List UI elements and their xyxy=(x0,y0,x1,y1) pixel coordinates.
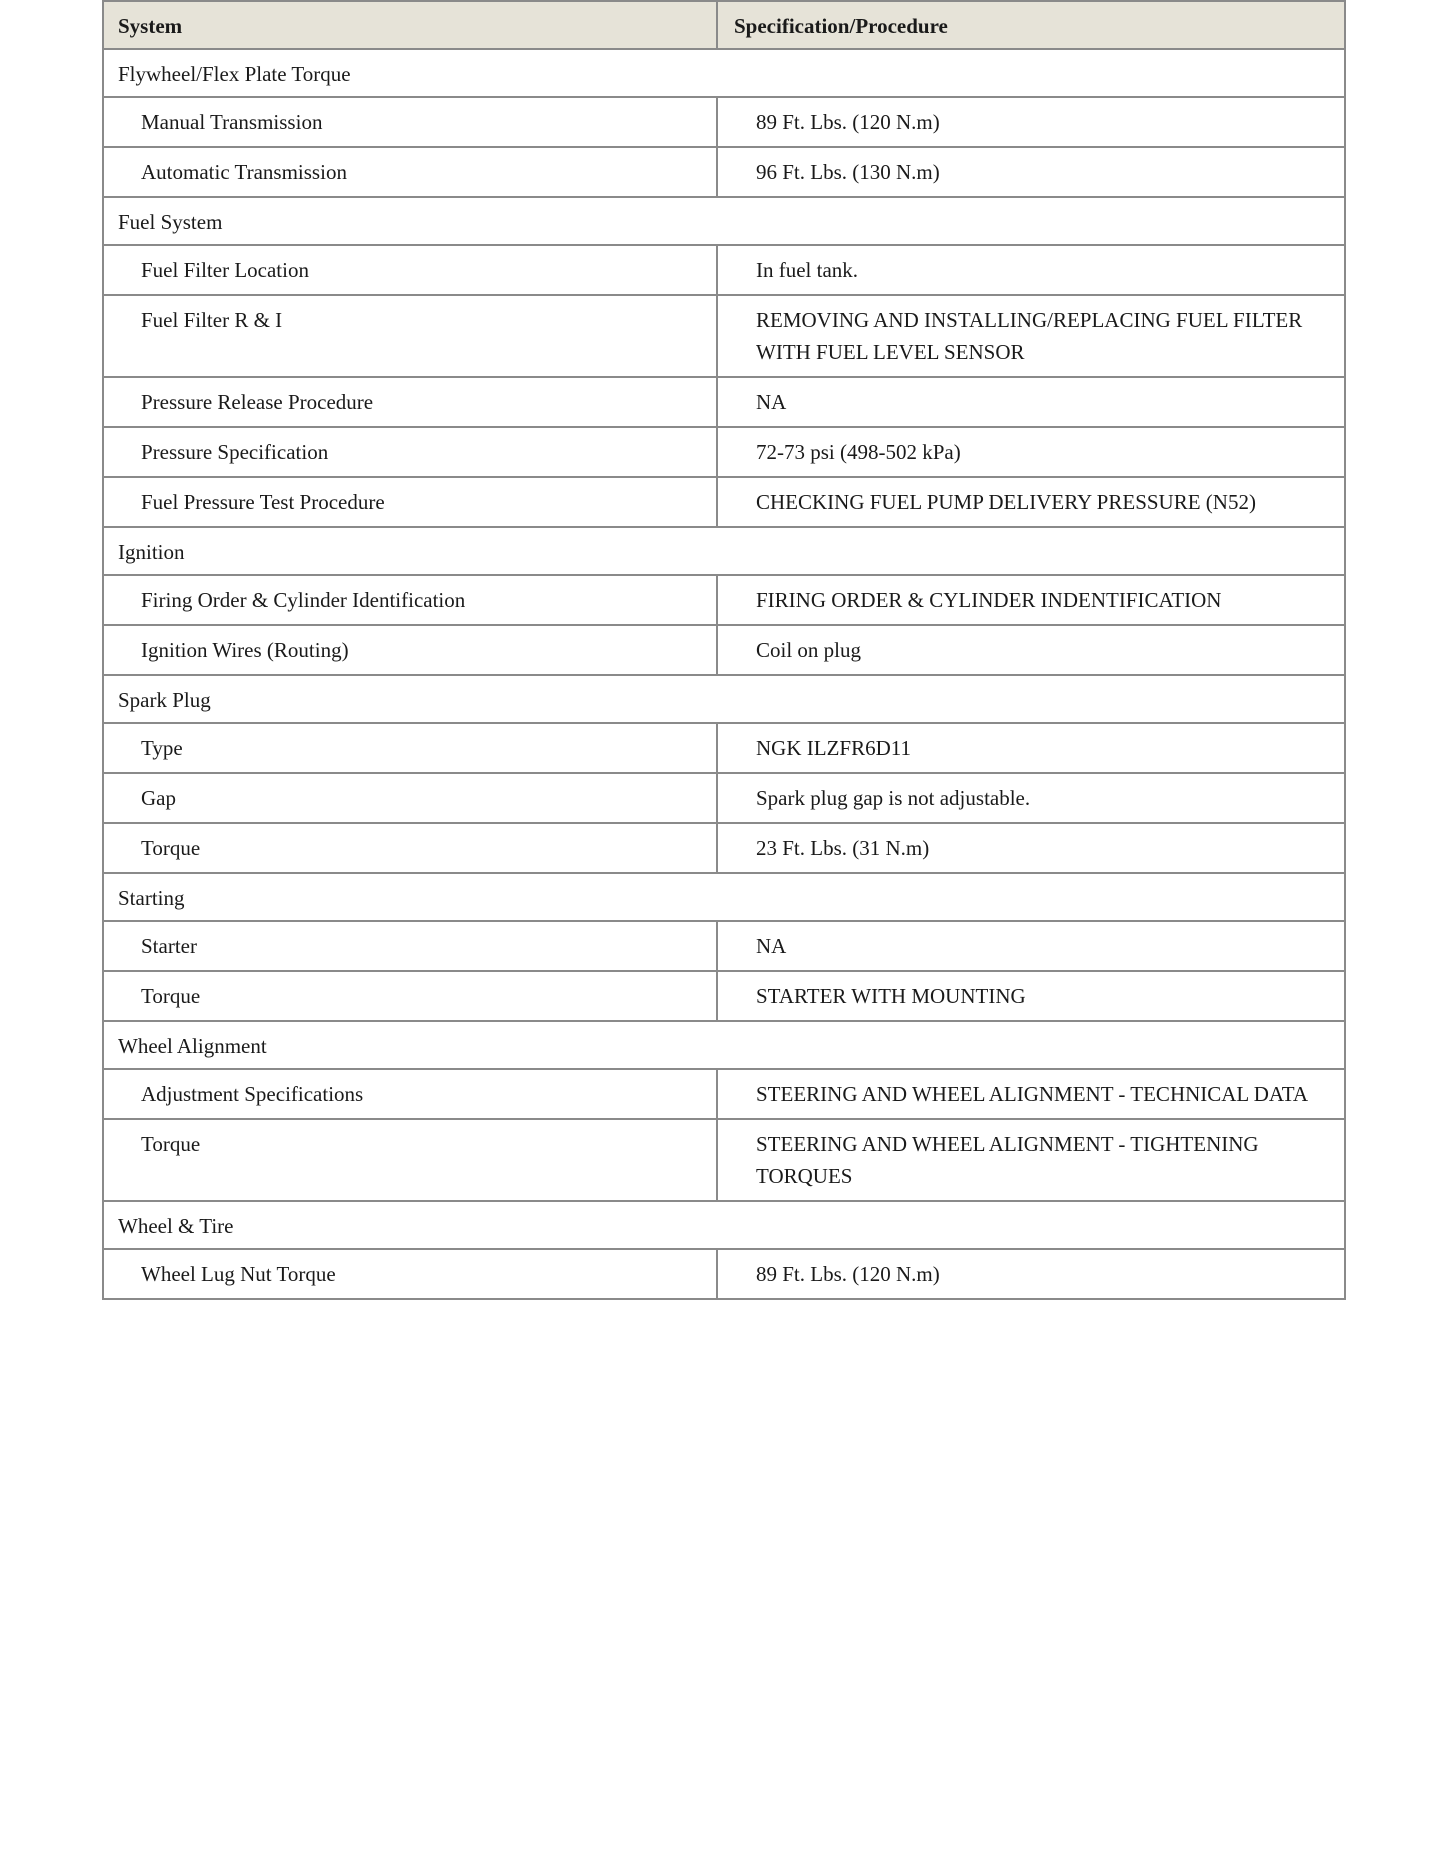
system-item-cell: Firing Order & Cylinder Identification xyxy=(103,575,717,625)
table-row xyxy=(103,477,1345,527)
spec-value-cell: 89 Ft. Lbs. (120 N.m) xyxy=(717,1249,1345,1299)
table-row xyxy=(103,625,1345,675)
table-row xyxy=(103,575,1345,625)
spec-value-cell: STEERING AND WHEEL ALIGNMENT - TECHNICAL DATA xyxy=(717,1069,1345,1119)
section-row xyxy=(103,1021,1345,1069)
system-item-cell: Wheel Lug Nut Torque xyxy=(103,1249,717,1299)
spec-value-cell: FIRING ORDER & CYLINDER INDENTIFICATION xyxy=(717,575,1345,625)
table-row xyxy=(103,773,1345,823)
system-item-cell: Torque xyxy=(103,823,717,873)
spec-value-cell: REMOVING AND INSTALLING/REPLACING FUEL FILTER WITH FUEL LEVEL SENSOR xyxy=(717,295,1345,377)
system-item-cell: Fuel Pressure Test Procedure xyxy=(103,477,717,527)
system-item-cell: Torque xyxy=(103,1119,717,1201)
table-row xyxy=(103,823,1345,873)
spec-value-cell: 96 Ft. Lbs. (130 N.m) xyxy=(717,147,1345,197)
spec-value-cell: NA xyxy=(717,921,1345,971)
table-row xyxy=(103,97,1345,147)
system-item-cell: Pressure Specification xyxy=(103,427,717,477)
header-spec-procedure: Specification/Procedure xyxy=(717,1,1345,49)
system-item-cell: Torque xyxy=(103,971,717,1021)
system-item-cell: Manual Transmission xyxy=(103,97,717,147)
spec-value-cell: 72-73 psi (498-502 kPa) xyxy=(717,427,1345,477)
table-row xyxy=(103,377,1345,427)
system-item-cell: Adjustment Specifications xyxy=(103,1069,717,1119)
section-title: Flywheel/Flex Plate Torque xyxy=(103,49,1345,97)
section-title: Spark Plug xyxy=(103,675,1345,723)
table-row xyxy=(103,1069,1345,1119)
spec-value-cell: 23 Ft. Lbs. (31 N.m) xyxy=(717,823,1345,873)
section-title: Wheel Alignment xyxy=(103,1021,1345,1069)
section-row xyxy=(103,197,1345,245)
spec-value-cell: STARTER WITH MOUNTING xyxy=(717,971,1345,1021)
table-row xyxy=(103,1249,1345,1299)
table-row xyxy=(103,295,1345,377)
section-row xyxy=(103,527,1345,575)
spec-value-cell: 89 Ft. Lbs. (120 N.m) xyxy=(717,97,1345,147)
section-row xyxy=(103,49,1345,97)
table-body xyxy=(103,49,1345,1299)
table-row xyxy=(103,723,1345,773)
table-header xyxy=(103,1,1345,49)
spec-value-cell: CHECKING FUEL PUMP DELIVERY PRESSURE (N52) xyxy=(717,477,1345,527)
table-row xyxy=(103,921,1345,971)
table-row xyxy=(103,147,1345,197)
section-title: Ignition xyxy=(103,527,1345,575)
table-row xyxy=(103,1119,1345,1201)
system-item-cell: Ignition Wires (Routing) xyxy=(103,625,717,675)
section-row xyxy=(103,873,1345,921)
section-title: Wheel & Tire xyxy=(103,1201,1345,1249)
spec-value-cell: NGK ILZFR6D11 xyxy=(717,723,1345,773)
section-row xyxy=(103,675,1345,723)
spec-value-cell: Spark plug gap is not adjustable. xyxy=(717,773,1345,823)
header-row xyxy=(103,1,1345,49)
table-row xyxy=(103,427,1345,477)
system-item-cell: Automatic Transmission xyxy=(103,147,717,197)
spec-value-cell: STEERING AND WHEEL ALIGNMENT - TIGHTENING TORQUES xyxy=(717,1119,1345,1201)
section-title: Fuel System xyxy=(103,197,1345,245)
system-item-cell: Starter xyxy=(103,921,717,971)
table-row xyxy=(103,971,1345,1021)
section-title: Starting xyxy=(103,873,1345,921)
table-row xyxy=(103,245,1345,295)
spec-value-cell: Coil on plug xyxy=(717,625,1345,675)
header-system: System xyxy=(103,1,717,49)
spec-value-cell: In fuel tank. xyxy=(717,245,1345,295)
system-item-cell: Pressure Release Procedure xyxy=(103,377,717,427)
system-item-cell: Type xyxy=(103,723,717,773)
system-item-cell: Gap xyxy=(103,773,717,823)
spec-value-cell: NA xyxy=(717,377,1345,427)
system-item-cell: Fuel Filter R & I xyxy=(103,295,717,377)
spec-table xyxy=(102,0,1346,1300)
system-item-cell: Fuel Filter Location xyxy=(103,245,717,295)
section-row xyxy=(103,1201,1345,1249)
